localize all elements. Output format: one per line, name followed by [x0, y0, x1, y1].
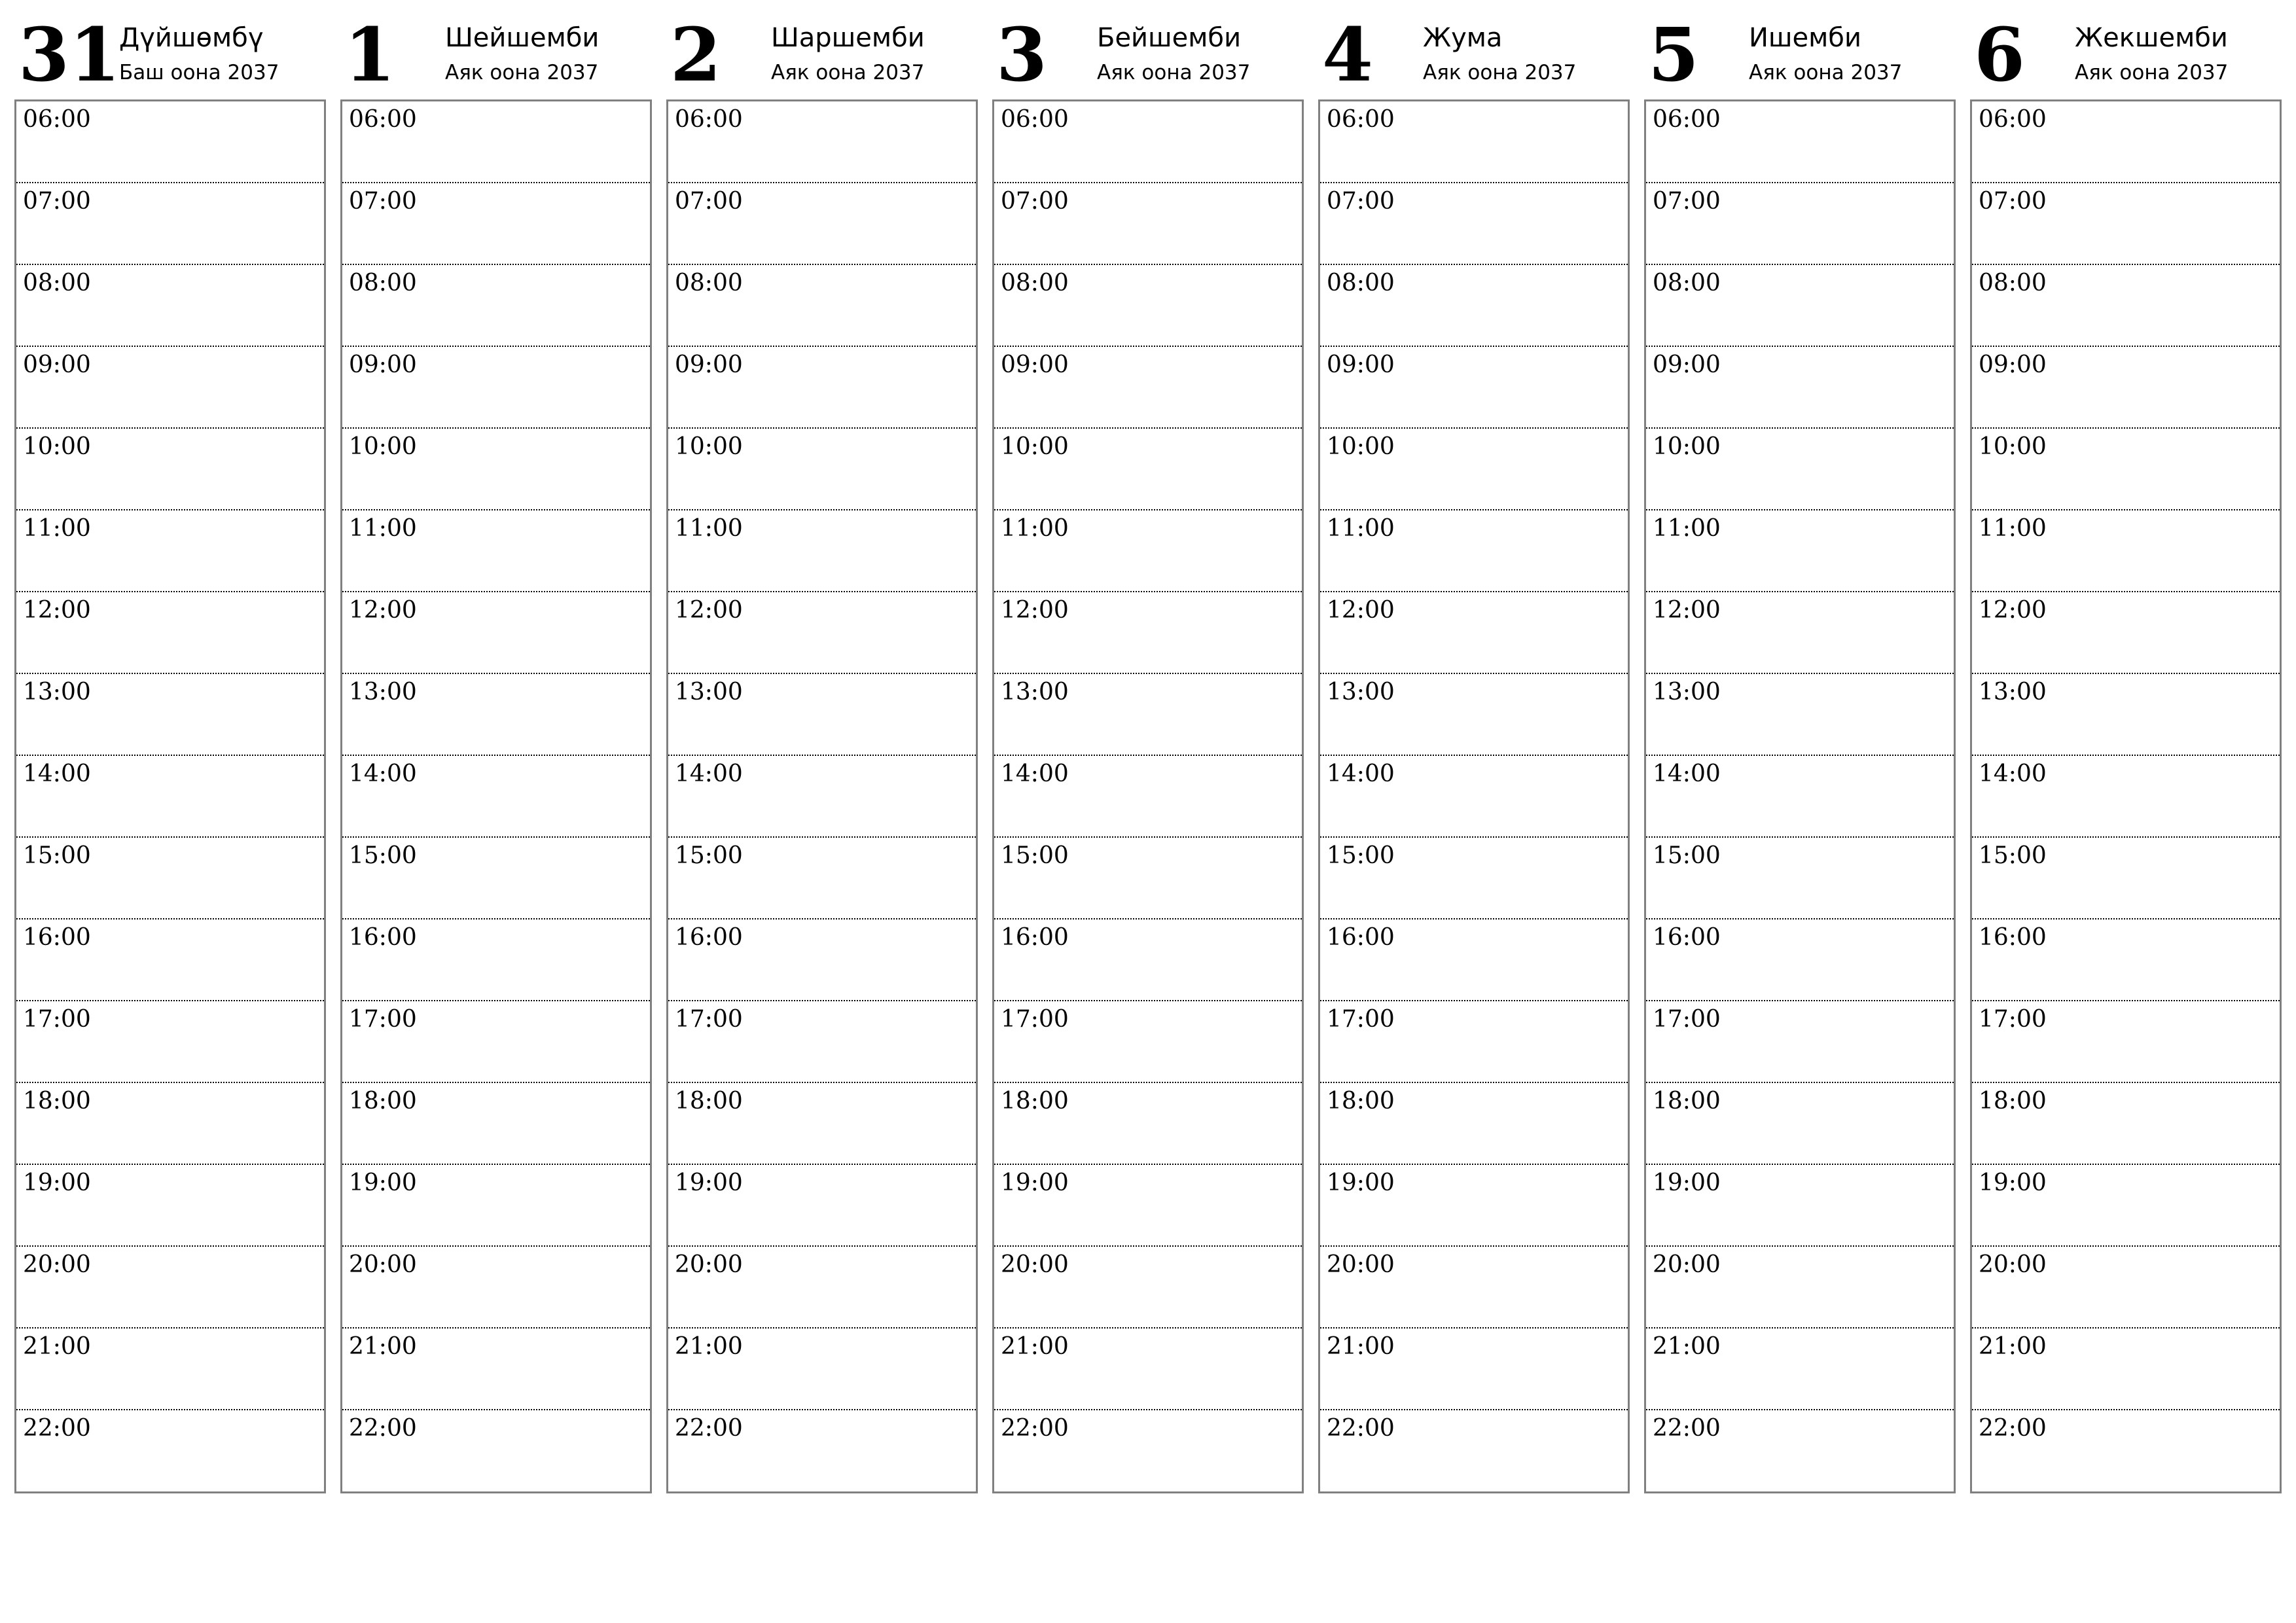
hour-label: 15:00 — [1653, 842, 1721, 869]
hour-label: 11:00 — [23, 515, 91, 542]
hour-slot[interactable] — [1972, 265, 2280, 347]
hour-label: 20:00 — [675, 1251, 743, 1278]
hour-slot[interactable] — [994, 265, 1302, 347]
hour-slot[interactable] — [1972, 592, 2280, 674]
hour-label: 08:00 — [1327, 270, 1395, 296]
hour-slot[interactable] — [1646, 1247, 1954, 1329]
hour-label: 20:00 — [349, 1251, 417, 1278]
hour-slot[interactable] — [1972, 429, 2280, 510]
hour-slot[interactable] — [668, 1001, 976, 1083]
hour-label: 10:00 — [1001, 433, 1069, 460]
hour-slot[interactable] — [994, 429, 1302, 510]
hour-slot[interactable] — [1646, 429, 1954, 510]
hour-slot[interactable] — [1646, 1410, 1954, 1492]
hour-slots-box — [1318, 99, 1630, 1493]
hour-slot[interactable] — [342, 510, 650, 592]
hour-slot[interactable] — [16, 919, 324, 1001]
hour-slot[interactable] — [16, 838, 324, 919]
hour-label: 07:00 — [1327, 188, 1395, 215]
hour-slots-box — [666, 99, 978, 1493]
hour-slot[interactable] — [668, 1165, 976, 1247]
hour-label: 09:00 — [23, 351, 91, 378]
hour-label: 22:00 — [349, 1415, 417, 1442]
hour-slot[interactable] — [668, 1329, 976, 1410]
hour-slot[interactable] — [1646, 838, 1954, 919]
hour-label: 12:00 — [1653, 597, 1721, 624]
hour-label: 14:00 — [349, 760, 417, 787]
hour-label: 06:00 — [1653, 106, 1721, 133]
hour-label: 17:00 — [675, 1006, 743, 1033]
hour-slot[interactable] — [342, 1410, 650, 1492]
hour-slot[interactable] — [342, 592, 650, 674]
month-year-label: Баш оона 2037 — [119, 61, 279, 84]
hour-slot[interactable] — [1320, 1247, 1628, 1329]
hour-label: 16:00 — [1001, 924, 1069, 951]
hour-label: 09:00 — [1979, 351, 2047, 378]
hour-label: 22:00 — [1327, 1415, 1395, 1442]
hour-label: 20:00 — [1001, 1251, 1069, 1278]
hour-label: 07:00 — [675, 188, 743, 215]
weekly-planner — [14, 0, 2284, 1505]
weekday-name: Шаршемби — [771, 23, 925, 53]
hour-slot[interactable] — [1320, 592, 1628, 674]
hour-label: 17:00 — [1653, 1006, 1721, 1033]
hour-label: 08:00 — [1001, 270, 1069, 296]
hour-slot[interactable] — [668, 347, 976, 429]
hour-label: 17:00 — [1001, 1006, 1069, 1033]
hour-slot[interactable] — [1320, 510, 1628, 592]
hour-label: 12:00 — [1001, 597, 1069, 624]
hour-label: 08:00 — [675, 270, 743, 296]
hour-label: 12:00 — [349, 597, 417, 624]
hour-slot[interactable] — [668, 101, 976, 183]
hour-label: 11:00 — [349, 515, 417, 542]
hour-slot[interactable] — [342, 429, 650, 510]
hour-slot[interactable] — [994, 101, 1302, 183]
hour-slot[interactable] — [668, 592, 976, 674]
hour-slot[interactable] — [994, 592, 1302, 674]
hour-slot[interactable] — [668, 1247, 976, 1329]
hour-slot[interactable] — [16, 1410, 324, 1492]
hour-label: 10:00 — [1653, 433, 1721, 460]
hour-label: 09:00 — [1327, 351, 1395, 378]
hour-slot[interactable] — [994, 347, 1302, 429]
hour-slot[interactable] — [994, 838, 1302, 919]
hour-slot[interactable] — [994, 1001, 1302, 1083]
hour-label: 13:00 — [1327, 679, 1395, 705]
hour-slot[interactable] — [1972, 1247, 2280, 1329]
day-header — [992, 0, 1304, 99]
hour-label: 20:00 — [1653, 1251, 1721, 1278]
hour-slot[interactable] — [342, 919, 650, 1001]
hour-label: 10:00 — [349, 433, 417, 460]
day-number: 1 — [344, 12, 395, 98]
hour-slot[interactable] — [1646, 265, 1954, 347]
hour-slot[interactable] — [342, 1165, 650, 1247]
day-number: 31 — [18, 12, 120, 98]
hour-label: 11:00 — [1653, 515, 1721, 542]
hour-label: 20:00 — [1327, 1251, 1395, 1278]
hour-label: 11:00 — [1001, 515, 1069, 542]
hour-slot[interactable] — [1646, 674, 1954, 756]
hour-label: 20:00 — [1979, 1251, 2047, 1278]
hour-slot[interactable] — [1320, 1410, 1628, 1492]
hour-slot[interactable] — [994, 510, 1302, 592]
hour-slot[interactable] — [1320, 756, 1628, 838]
hour-slot[interactable] — [342, 1001, 650, 1083]
hour-slot[interactable] — [16, 265, 324, 347]
hour-slot[interactable] — [668, 265, 976, 347]
hour-slot[interactable] — [994, 1083, 1302, 1165]
hour-label: 13:00 — [349, 679, 417, 705]
hour-slot[interactable] — [1972, 838, 2280, 919]
hour-label: 19:00 — [349, 1169, 417, 1196]
hour-slot[interactable] — [342, 1329, 650, 1410]
hour-slot[interactable] — [1972, 347, 2280, 429]
day-column — [340, 0, 652, 1505]
hour-slot[interactable] — [1320, 1083, 1628, 1165]
hour-slot[interactable] — [1320, 838, 1628, 919]
hour-label: 11:00 — [1979, 515, 2047, 542]
hour-label: 07:00 — [349, 188, 417, 215]
month-year-label: Аяк оона 2037 — [1423, 61, 1577, 84]
hour-slot[interactable] — [342, 347, 650, 429]
hour-label: 15:00 — [1979, 842, 2047, 869]
hour-slot[interactable] — [1320, 183, 1628, 265]
hour-slot[interactable] — [1646, 101, 1954, 183]
hour-slot[interactable] — [668, 919, 976, 1001]
hour-slot[interactable] — [16, 347, 324, 429]
hour-label: 07:00 — [23, 188, 91, 215]
hour-slot[interactable] — [1320, 429, 1628, 510]
hour-slot[interactable] — [1320, 1001, 1628, 1083]
month-year-label: Аяк оона 2037 — [771, 61, 925, 84]
hour-label: 16:00 — [675, 924, 743, 951]
hour-slot[interactable] — [16, 429, 324, 510]
hour-label: 14:00 — [1327, 760, 1395, 787]
hour-label: 17:00 — [1327, 1006, 1395, 1033]
hour-slot[interactable] — [1320, 919, 1628, 1001]
hour-label: 10:00 — [1327, 433, 1395, 460]
hour-slot[interactable] — [994, 1410, 1302, 1492]
hour-slot[interactable] — [1972, 101, 2280, 183]
hour-label: 11:00 — [1327, 515, 1395, 542]
hour-slot[interactable] — [994, 1247, 1302, 1329]
hour-slot[interactable] — [1972, 919, 2280, 1001]
hour-label: 13:00 — [1001, 679, 1069, 705]
hour-slot[interactable] — [1646, 756, 1954, 838]
hour-label: 13:00 — [23, 679, 91, 705]
hour-label: 22:00 — [23, 1415, 91, 1442]
hour-slot[interactable] — [994, 756, 1302, 838]
hour-label: 12:00 — [1979, 597, 2047, 624]
hour-label: 06:00 — [349, 106, 417, 133]
hour-label: 08:00 — [1653, 270, 1721, 296]
hour-label: 18:00 — [1327, 1088, 1395, 1115]
day-column — [1644, 0, 1956, 1505]
hour-label: 13:00 — [1653, 679, 1721, 705]
hour-slots-box — [14, 99, 326, 1493]
hour-slot[interactable] — [342, 1247, 650, 1329]
hour-label: 18:00 — [1979, 1088, 2047, 1115]
hour-slot[interactable] — [342, 838, 650, 919]
hour-label: 15:00 — [349, 842, 417, 869]
hour-slot[interactable] — [1972, 674, 2280, 756]
hour-slot[interactable] — [668, 838, 976, 919]
hour-slot[interactable] — [1646, 1329, 1954, 1410]
month-year-label: Аяк оона 2037 — [445, 61, 599, 84]
hour-label: 06:00 — [1327, 106, 1395, 133]
hour-label: 12:00 — [1327, 597, 1395, 624]
hour-label: 18:00 — [1653, 1088, 1721, 1115]
hour-label: 07:00 — [1001, 188, 1069, 215]
hour-slot[interactable] — [1646, 1001, 1954, 1083]
hour-slot[interactable] — [1320, 265, 1628, 347]
hour-label: 10:00 — [675, 433, 743, 460]
hour-slot[interactable] — [1972, 183, 2280, 265]
hour-slot[interactable] — [994, 674, 1302, 756]
hour-slot[interactable] — [1646, 347, 1954, 429]
hour-slot[interactable] — [342, 183, 650, 265]
hour-label: 22:00 — [1653, 1415, 1721, 1442]
day-number: 3 — [996, 12, 1047, 98]
hour-label: 17:00 — [349, 1006, 417, 1033]
hour-label: 08:00 — [1979, 270, 2047, 296]
hour-slot[interactable] — [16, 101, 324, 183]
hour-label: 15:00 — [675, 842, 743, 869]
hour-label: 09:00 — [675, 351, 743, 378]
weekday-name: Дүйшөмбү — [119, 23, 264, 53]
hour-slot[interactable] — [1972, 1329, 2280, 1410]
hour-slot[interactable] — [16, 1247, 324, 1329]
hour-label: 15:00 — [1327, 842, 1395, 869]
hour-slots-box — [992, 99, 1304, 1493]
hour-label: 16:00 — [349, 924, 417, 951]
hour-label: 12:00 — [23, 597, 91, 624]
hour-label: 16:00 — [1979, 924, 2047, 951]
hour-label: 14:00 — [675, 760, 743, 787]
weekday-name: Ишемби — [1749, 23, 1861, 53]
hour-label: 09:00 — [1001, 351, 1069, 378]
hour-slot[interactable] — [1646, 183, 1954, 265]
hour-label: 19:00 — [1001, 1169, 1069, 1196]
hour-label: 22:00 — [1001, 1415, 1069, 1442]
hour-label: 21:00 — [349, 1333, 417, 1360]
hour-label: 18:00 — [349, 1088, 417, 1115]
hour-slot[interactable] — [994, 1329, 1302, 1410]
hour-slot[interactable] — [16, 183, 324, 265]
hour-label: 18:00 — [23, 1088, 91, 1115]
day-column — [992, 0, 1304, 1505]
hour-slot[interactable] — [16, 592, 324, 674]
hour-label: 14:00 — [1979, 760, 2047, 787]
hour-label: 21:00 — [1979, 1333, 2047, 1360]
weekday-name: Жума — [1423, 23, 1503, 53]
hour-label: 12:00 — [675, 597, 743, 624]
hour-slot[interactable] — [16, 1083, 324, 1165]
hour-slot[interactable] — [668, 1083, 976, 1165]
hour-label: 10:00 — [23, 433, 91, 460]
month-year-label: Аяк оона 2037 — [1749, 61, 1903, 84]
hour-slot[interactable] — [1646, 510, 1954, 592]
hour-slot[interactable] — [1320, 347, 1628, 429]
day-column — [14, 0, 326, 1505]
hour-slot[interactable] — [668, 756, 976, 838]
hour-label: 07:00 — [1653, 188, 1721, 215]
hour-slot[interactable] — [1320, 101, 1628, 183]
hour-slots-box — [1644, 99, 1956, 1493]
hour-label: 14:00 — [1653, 760, 1721, 787]
hour-label: 19:00 — [23, 1169, 91, 1196]
hour-slot[interactable] — [668, 429, 976, 510]
day-header — [1644, 0, 1956, 99]
hour-slot[interactable] — [1646, 1083, 1954, 1165]
hour-label: 16:00 — [1653, 924, 1721, 951]
day-header — [1970, 0, 2282, 99]
hour-slot[interactable] — [1646, 919, 1954, 1001]
hour-slot[interactable] — [1972, 1410, 2280, 1492]
hour-slot[interactable] — [1972, 510, 2280, 592]
hour-label: 09:00 — [1653, 351, 1721, 378]
day-number: 4 — [1322, 12, 1373, 98]
hour-slot[interactable] — [342, 265, 650, 347]
hour-label: 19:00 — [1653, 1169, 1721, 1196]
hour-slot[interactable] — [16, 674, 324, 756]
hour-label: 21:00 — [1327, 1333, 1395, 1360]
hour-slot[interactable] — [668, 1410, 976, 1492]
hour-label: 19:00 — [1979, 1169, 2047, 1196]
hour-slot[interactable] — [1972, 1001, 2280, 1083]
hour-slots-box — [340, 99, 652, 1493]
month-year-label: Аяк оона 2037 — [1097, 61, 1251, 84]
hour-slot[interactable] — [16, 756, 324, 838]
day-header — [340, 0, 652, 99]
hour-slot[interactable] — [668, 510, 976, 592]
day-number: 6 — [1974, 12, 2025, 98]
hour-slot[interactable] — [1972, 1083, 2280, 1165]
hour-label: 18:00 — [1001, 1088, 1069, 1115]
hour-label: 17:00 — [23, 1006, 91, 1033]
hour-label: 15:00 — [23, 842, 91, 869]
hour-slot[interactable] — [1972, 756, 2280, 838]
hour-label: 08:00 — [23, 270, 91, 296]
day-column — [1970, 0, 2282, 1505]
hour-slot[interactable] — [994, 183, 1302, 265]
hour-slot[interactable] — [1320, 674, 1628, 756]
day-number: 2 — [670, 12, 721, 98]
hour-label: 17:00 — [1979, 1006, 2047, 1033]
hour-label: 11:00 — [675, 515, 743, 542]
hour-label: 15:00 — [1001, 842, 1069, 869]
hour-slot[interactable] — [342, 101, 650, 183]
hour-label: 08:00 — [349, 270, 417, 296]
hour-label: 10:00 — [1979, 433, 2047, 460]
hour-label: 06:00 — [1001, 106, 1069, 133]
hour-slot[interactable] — [342, 1083, 650, 1165]
hour-label: 13:00 — [675, 679, 743, 705]
day-number: 5 — [1648, 12, 1699, 98]
hour-slot[interactable] — [342, 756, 650, 838]
hour-label: 13:00 — [1979, 679, 2047, 705]
hour-slot[interactable] — [1646, 1165, 1954, 1247]
hour-slot[interactable] — [342, 674, 650, 756]
hour-label: 14:00 — [23, 760, 91, 787]
day-header — [1318, 0, 1630, 99]
hour-slot[interactable] — [994, 919, 1302, 1001]
hour-slot[interactable] — [16, 510, 324, 592]
hour-label: 22:00 — [675, 1415, 743, 1442]
hour-label: 16:00 — [1327, 924, 1395, 951]
hour-label: 16:00 — [23, 924, 91, 951]
day-header — [14, 0, 326, 99]
weekday-name: Бейшемби — [1097, 23, 1242, 53]
weekday-name: Шейшемби — [445, 23, 600, 53]
hour-label: 14:00 — [1001, 760, 1069, 787]
hour-slots-box — [1970, 99, 2282, 1493]
hour-label: 21:00 — [675, 1333, 743, 1360]
weekday-name: Жекшемби — [2075, 23, 2228, 53]
day-header — [666, 0, 978, 99]
hour-slot[interactable] — [1646, 592, 1954, 674]
day-column — [666, 0, 978, 1505]
hour-slot[interactable] — [668, 674, 976, 756]
hour-label: 09:00 — [349, 351, 417, 378]
hour-label: 21:00 — [1001, 1333, 1069, 1360]
hour-label: 18:00 — [675, 1088, 743, 1115]
hour-slot[interactable] — [994, 1165, 1302, 1247]
hour-slot[interactable] — [16, 1001, 324, 1083]
hour-label: 06:00 — [675, 106, 743, 133]
hour-slot[interactable] — [668, 183, 976, 265]
hour-label: 06:00 — [23, 106, 91, 133]
hour-label: 20:00 — [23, 1251, 91, 1278]
day-column — [1318, 0, 1630, 1505]
hour-label: 21:00 — [1653, 1333, 1721, 1360]
hour-label: 19:00 — [1327, 1169, 1395, 1196]
hour-label: 19:00 — [675, 1169, 743, 1196]
month-year-label: Аяк оона 2037 — [2075, 61, 2229, 84]
hour-slot[interactable] — [1972, 1165, 2280, 1247]
hour-slot[interactable] — [16, 1165, 324, 1247]
hour-label: 06:00 — [1979, 106, 2047, 133]
hour-slot[interactable] — [1320, 1165, 1628, 1247]
hour-label: 07:00 — [1979, 188, 2047, 215]
hour-label: 21:00 — [23, 1333, 91, 1360]
hour-slot[interactable] — [16, 1329, 324, 1410]
hour-slot[interactable] — [1320, 1329, 1628, 1410]
hour-label: 22:00 — [1979, 1415, 2047, 1442]
